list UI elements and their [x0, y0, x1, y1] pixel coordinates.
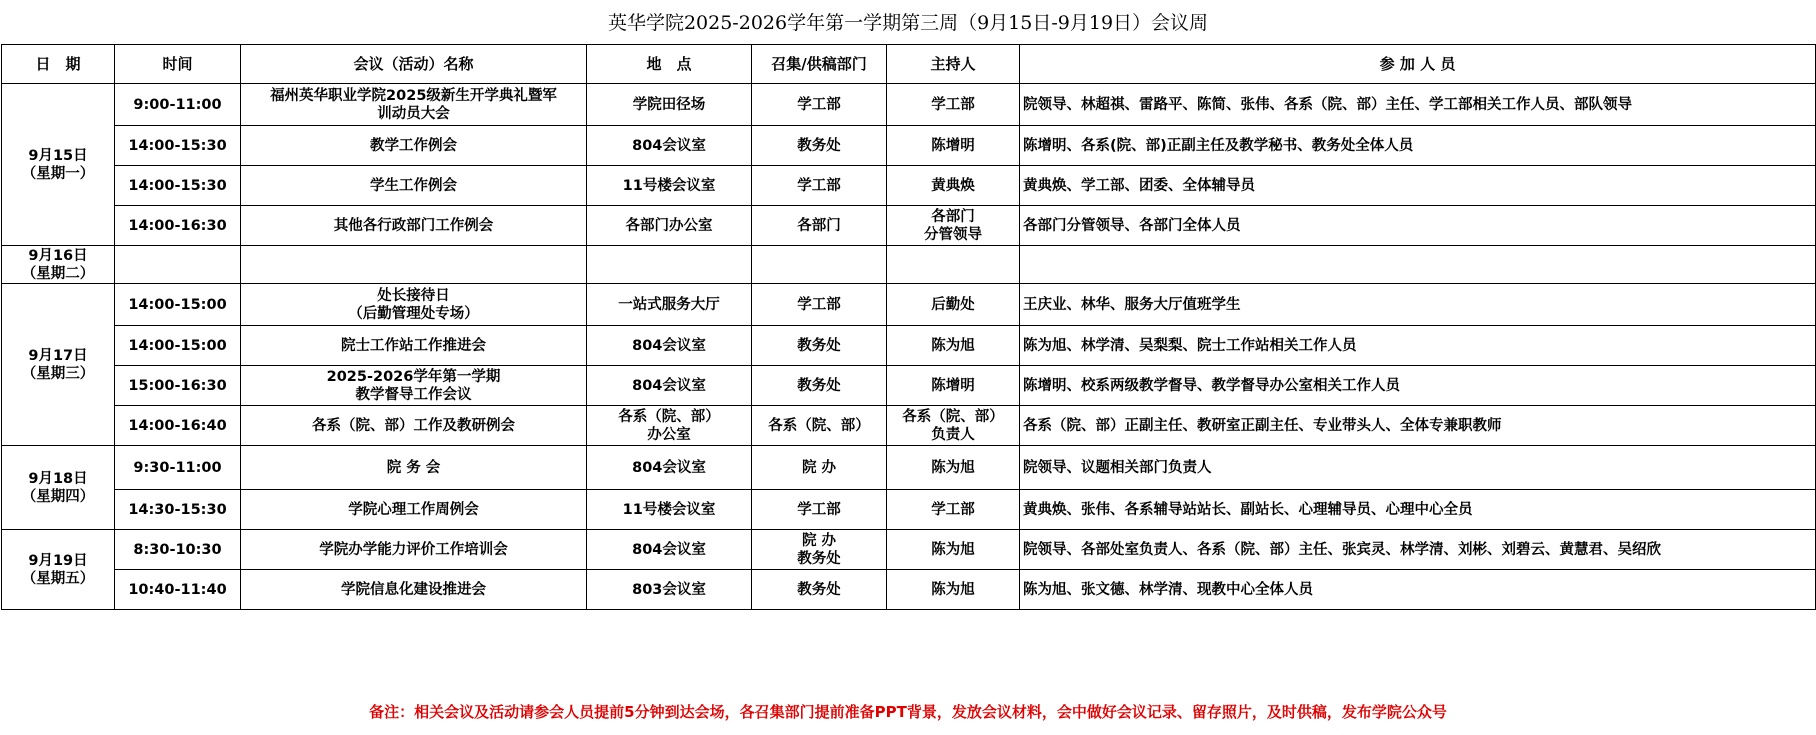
- host-cell: [887, 530, 1020, 570]
- weekday-text: （星期四）: [21, 488, 95, 505]
- date-text: 9月16日: [28, 247, 88, 264]
- table-row: [2, 284, 1816, 326]
- table-row: [2, 406, 1816, 446]
- meeting-name-cell: [241, 84, 587, 126]
- participants-cell: 陈增明、各系(院、部)正副主任及教学秘书、教务处全体人员: [1020, 126, 1816, 166]
- place-cell: [587, 126, 752, 166]
- cell-line: 陈为旭: [931, 337, 975, 354]
- cell-line: 教务处: [797, 377, 841, 394]
- cell-line: 学院田径场: [632, 96, 706, 113]
- cell-line: 学工部: [797, 296, 841, 313]
- meeting-name-cell: [241, 166, 587, 206]
- date-cell: [2, 530, 115, 610]
- time-cell: [115, 246, 241, 284]
- participants-cell: 黄典焕、张伟、各系辅导站站长、副站长、心理辅导员、心理中心全员: [1020, 490, 1816, 530]
- weekday-text: （星期三）: [21, 365, 95, 382]
- department-cell: [752, 246, 887, 284]
- host-cell: [887, 206, 1020, 246]
- table-row: [2, 126, 1816, 166]
- host-cell: [887, 166, 1020, 206]
- table-row: [2, 490, 1816, 530]
- place-cell: [587, 166, 752, 206]
- meeting-name-cell: [241, 366, 587, 406]
- time-cell: 10:40-11:40: [115, 570, 241, 610]
- department-cell: [752, 206, 887, 246]
- date-cell: [2, 284, 115, 446]
- cell-line: 福州英华职业学院2025级新生开学典礼暨军: [270, 87, 557, 104]
- participants-cell: [1020, 246, 1816, 284]
- cell-line: 院 办: [801, 532, 837, 549]
- header-place: 地 点: [587, 45, 752, 84]
- date-text: 9月17日: [28, 347, 88, 364]
- place-cell: [587, 366, 752, 406]
- cell-line: 教务处: [797, 550, 841, 567]
- cell-line: 各系（院、部）: [902, 408, 1004, 425]
- table-row: [2, 166, 1816, 206]
- cell-line: 学生工作例会: [370, 177, 457, 194]
- cell-line: 黄典焕: [931, 177, 975, 194]
- time-cell: 14:00-15:00: [115, 326, 241, 366]
- department-cell: [752, 84, 887, 126]
- meeting-name-cell: [241, 446, 587, 490]
- table-row: [2, 530, 1816, 570]
- place-cell: [587, 84, 752, 126]
- place-cell: [587, 490, 752, 530]
- meeting-name-cell: [241, 284, 587, 326]
- cell-line: 804会议室: [632, 459, 706, 476]
- cell-line: 教学工作例会: [370, 137, 457, 154]
- cell-line: 11号楼会议室: [622, 177, 716, 194]
- weekday-text: （星期五）: [21, 570, 95, 587]
- department-cell: [752, 406, 887, 446]
- date-cell: [2, 84, 115, 246]
- header-date: 日 期: [2, 45, 115, 84]
- cell-line: 各部门: [797, 217, 841, 234]
- cell-line: 教学督导工作会议: [355, 386, 472, 403]
- table-row: [2, 446, 1816, 490]
- meeting-name-cell: [241, 530, 587, 570]
- table-row: [2, 366, 1816, 406]
- participants-cell: 黄典焕、学工部、团委、全体辅导员: [1020, 166, 1816, 206]
- cell-line: 803会议室: [632, 581, 706, 598]
- host-cell: [887, 406, 1020, 446]
- header-time: 时间: [115, 45, 241, 84]
- table-row: [2, 206, 1816, 246]
- place-cell: [587, 284, 752, 326]
- meeting-name-cell: [241, 206, 587, 246]
- place-cell: [587, 570, 752, 610]
- meeting-name-cell: [241, 406, 587, 446]
- cell-line: 训动员大会: [377, 105, 450, 122]
- host-cell: [887, 326, 1020, 366]
- table-row: [2, 246, 1816, 284]
- time-cell: 9:30-11:00: [115, 446, 241, 490]
- cell-line: 院士工作站工作推进会: [341, 337, 486, 354]
- time-cell: 14:00-16:40: [115, 406, 241, 446]
- cell-line: 陈为旭: [931, 459, 975, 476]
- meeting-name-cell: [241, 126, 587, 166]
- header-meeting-name: 会议（活动）名称: [241, 45, 587, 84]
- department-cell: [752, 284, 887, 326]
- cell-line: 陈为旭: [931, 541, 975, 558]
- cell-line: 学工部: [931, 501, 975, 518]
- header-participants: 参 加 人 员: [1020, 45, 1816, 84]
- host-cell: [887, 246, 1020, 284]
- time-cell: 14:00-15:30: [115, 166, 241, 206]
- place-cell: [587, 446, 752, 490]
- date-cell: [2, 246, 115, 284]
- cell-line: 分管领导: [924, 226, 982, 243]
- cell-line: 804会议室: [632, 137, 706, 154]
- cell-line: 11号楼会议室: [622, 501, 716, 518]
- participants-cell: 王庆业、林华、服务大厅值班学生: [1020, 284, 1816, 326]
- date-text: 9月19日: [28, 552, 88, 569]
- cell-line: 办公室: [647, 426, 691, 443]
- cell-line: 各系（院、部）: [618, 408, 720, 425]
- participants-cell: 陈为旭、张文德、林学清、现教中心全体人员: [1020, 570, 1816, 610]
- department-cell: [752, 366, 887, 406]
- cell-line: 各系（院、部）: [768, 417, 870, 434]
- department-cell: [752, 166, 887, 206]
- table-row: [2, 326, 1816, 366]
- place-cell: [587, 206, 752, 246]
- remark-note: 备注：相关会议及活动请参会人员提前5分钟到达会场，各召集部门提前准备PPT背景，发放会议材料，会中做好会议记录、留存照片，及时供稿，发布学院公众号: [369, 703, 1447, 721]
- participants-cell: 陈为旭、林学清、吴梨梨、院士工作站相关工作人员: [1020, 326, 1816, 366]
- participants-cell: 院领导、林超祺、雷路平、陈简、张伟、各系（院、部）主任、学工部相关工作人员、部队领导: [1020, 84, 1816, 126]
- weekday-text: （星期一）: [21, 165, 95, 182]
- department-cell: [752, 570, 887, 610]
- cell-line: 各部门办公室: [625, 217, 713, 234]
- cell-line: 陈为旭: [931, 581, 975, 598]
- department-cell: [752, 530, 887, 570]
- cell-line: 学院信息化建设推进会: [341, 581, 486, 598]
- department-cell: [752, 446, 887, 490]
- place-cell: [587, 326, 752, 366]
- cell-line: 教务处: [797, 337, 841, 354]
- time-cell: 14:00-15:00: [115, 284, 241, 326]
- time-cell: 9:00-11:00: [115, 84, 241, 126]
- header-department: 召集/供稿部门: [752, 45, 887, 84]
- cell-line: 各部门: [931, 208, 975, 225]
- place-cell: [587, 530, 752, 570]
- host-cell: [887, 284, 1020, 326]
- host-cell: [887, 366, 1020, 406]
- meeting-name-cell: [241, 490, 587, 530]
- cell-line: 其他各行政部门工作例会: [333, 217, 494, 234]
- cell-line: 院 办: [801, 459, 837, 476]
- time-cell: 15:00-16:30: [115, 366, 241, 406]
- place-cell: [587, 246, 752, 284]
- meeting-name-cell: [241, 246, 587, 284]
- cell-line: 教务处: [797, 581, 841, 598]
- cell-line: 陈增明: [931, 137, 975, 154]
- cell-line: 学工部: [931, 96, 975, 113]
- host-cell: [887, 570, 1020, 610]
- cell-line: 学工部: [797, 177, 841, 194]
- department-cell: [752, 126, 887, 166]
- cell-line: （后勤管理处专场）: [348, 305, 479, 322]
- cell-line: 教务处: [797, 137, 841, 154]
- header-host: 主持人: [887, 45, 1020, 84]
- host-cell: [887, 490, 1020, 530]
- date-cell: [2, 446, 115, 530]
- participants-cell: 院领导、议题相关部门负责人: [1020, 446, 1816, 490]
- participants-cell: 各部门分管领导、各部门全体人员: [1020, 206, 1816, 246]
- department-cell: [752, 326, 887, 366]
- cell-line: 陈增明: [931, 377, 975, 394]
- cell-line: 804会议室: [632, 541, 706, 558]
- place-cell: [587, 406, 752, 446]
- cell-line: 学工部: [797, 96, 841, 113]
- participants-cell: 院领导、各部处室负责人、各系（院、部）主任、张宾灵、林学清、刘彬、刘碧云、黄慧君、吴绍欣: [1020, 530, 1816, 570]
- cell-line: 院 务 会: [386, 459, 441, 476]
- host-cell: [887, 126, 1020, 166]
- participants-cell: 各系（院、部）正副主任、教研室正副主任、专业带头人、全体专兼职教师: [1020, 406, 1816, 446]
- table-row: [2, 84, 1816, 126]
- time-cell: 8:30-10:30: [115, 530, 241, 570]
- participants-cell: 陈增明、校系两级教学督导、教学督导办公室相关工作人员: [1020, 366, 1816, 406]
- time-cell: 14:00-16:30: [115, 206, 241, 246]
- cell-line: 处长接待日: [377, 287, 450, 304]
- cell-line: 2025-2026学年第一学期: [326, 368, 501, 385]
- date-text: 9月18日: [28, 470, 88, 487]
- table-row: [2, 570, 1816, 610]
- host-cell: [887, 84, 1020, 126]
- host-cell: [887, 446, 1020, 490]
- meeting-name-cell: [241, 570, 587, 610]
- cell-line: 学院心理工作周例会: [348, 501, 479, 518]
- date-text: 9月15日: [28, 147, 88, 164]
- meeting-schedule-table: [1, 44, 1816, 610]
- weekday-text: （星期二）: [21, 265, 95, 282]
- cell-line: 804会议室: [632, 377, 706, 394]
- page-title: 英华学院2025-2026学年第一学期第三周（9月15日-9月19日）会议周: [607, 12, 1209, 34]
- cell-line: 各系（院、部）工作及教研例会: [312, 417, 515, 434]
- meeting-name-cell: [241, 326, 587, 366]
- time-cell: 14:30-15:30: [115, 490, 241, 530]
- cell-line: 一站式服务大厅: [618, 296, 720, 313]
- cell-line: 804会议室: [632, 337, 706, 354]
- cell-line: 学院办学能力评价工作培训会: [319, 541, 508, 558]
- time-cell: 14:00-15:30: [115, 126, 241, 166]
- cell-line: 负责人: [931, 426, 975, 443]
- department-cell: [752, 490, 887, 530]
- header-row: [2, 45, 1816, 84]
- cell-line: 后勤处: [931, 296, 975, 313]
- cell-line: 学工部: [797, 501, 841, 518]
